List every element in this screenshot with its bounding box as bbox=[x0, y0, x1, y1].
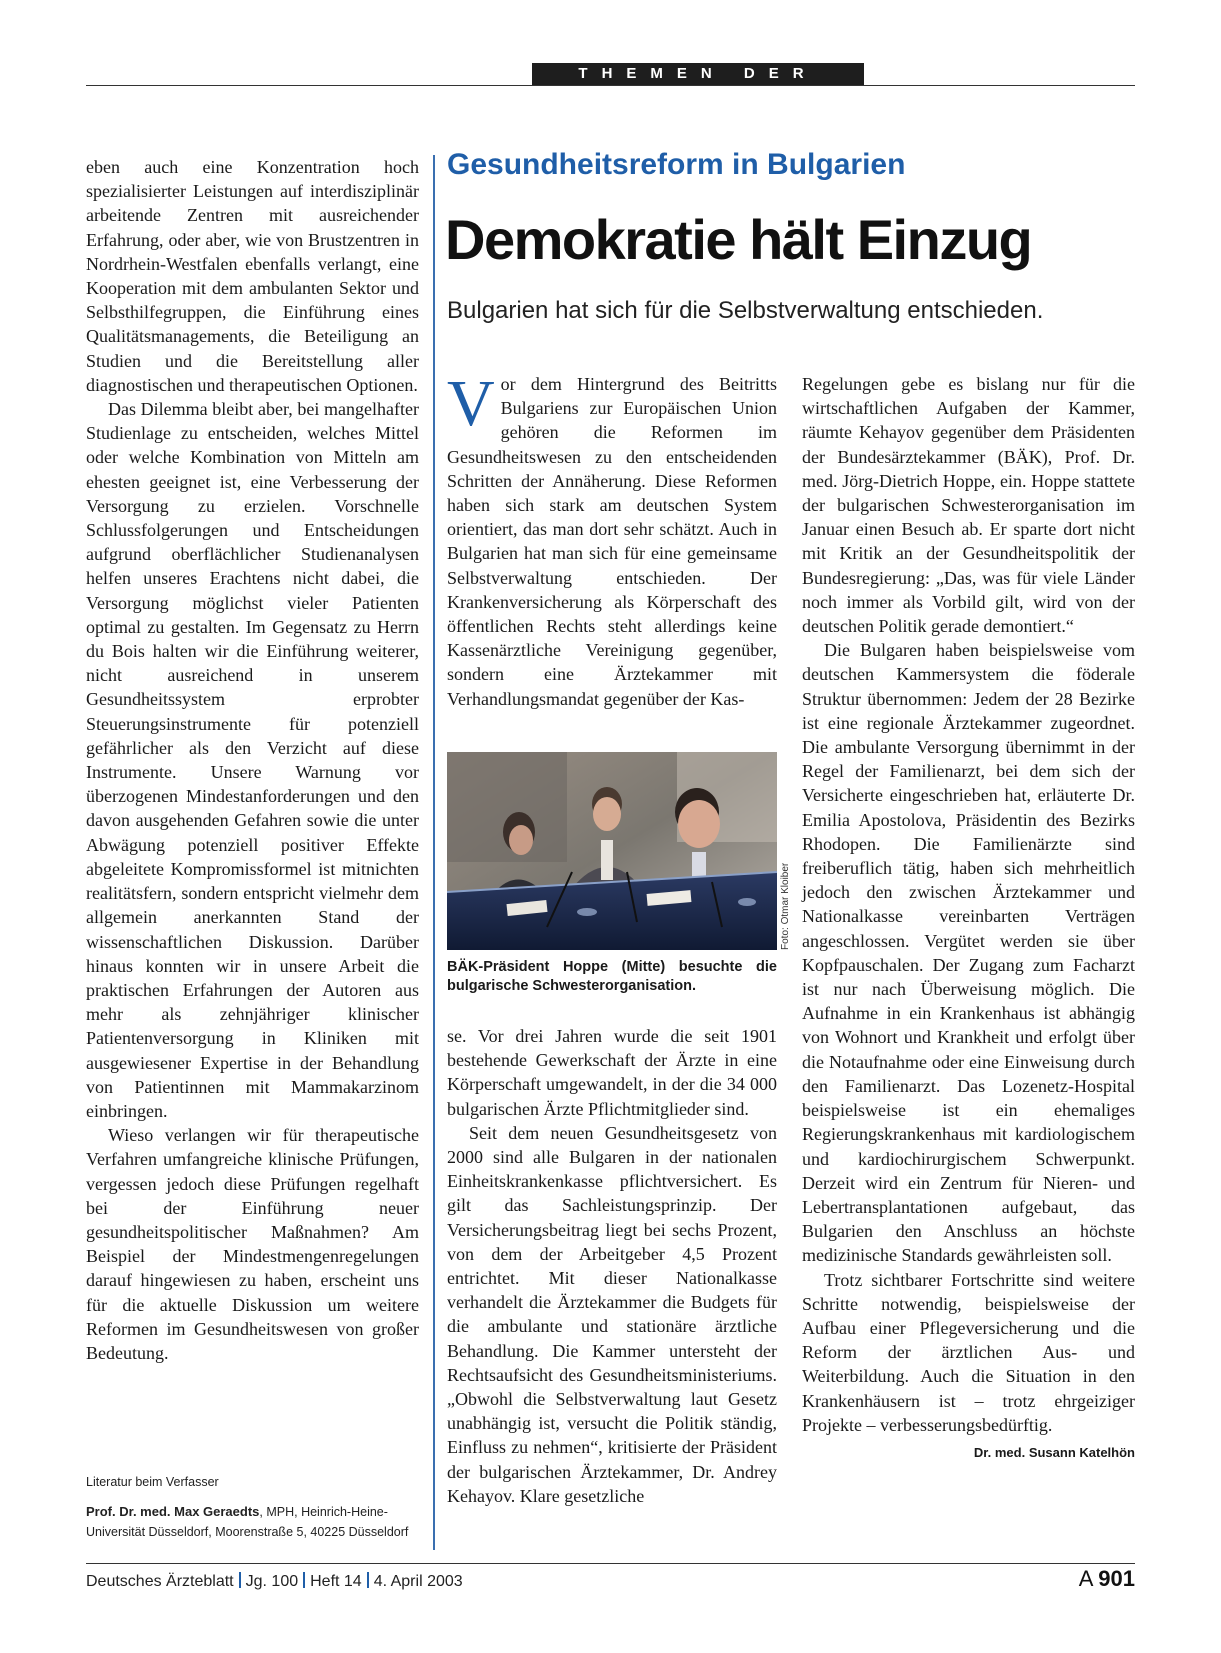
intro-text: or dem Hintergrund des Beitritts Bulgariens zur Europäischen Union gehören die Reformen im Gesundheitswesen zu den entscheidenden Schritten der Annäherung. Diese Reformen haben sich stark am deutschen System orientiert, das man dort sehr schätzt. Auch in Bulgarien hat man sich für eine gemeinsame Selbstverwaltung entschieden. Der Krankenversicherung als Körperschaft des öffentlichen Rechts steht allerdings keine Kassenärztliche Vereinigung gegenüber, sondern eine Ärztekammer mit Verhandlungsmandat gegenüber der Kas- bbox=[447, 374, 777, 709]
author-affiliation: , MPH, Heinrich-Heine-Universität Düsseldorf, Moorenstraße 5, 40225 Düsseldorf bbox=[86, 1505, 409, 1539]
article-headline: Demokratie hält Einzug bbox=[445, 208, 1032, 271]
photo-credit bbox=[780, 860, 796, 950]
section-label: THEMEN DER ZEIT bbox=[532, 63, 864, 85]
journal-date: 4. April 2003 bbox=[373, 1573, 463, 1590]
journal-name: Deutsches Ärzteblatt bbox=[86, 1573, 234, 1590]
author-block bbox=[86, 1502, 419, 1542]
mid-paragraph-2: Seit dem neuen Gesundheitsgesetz von 2000 sind alle Bulgaren in der nationalen Einheitskrankenkasse pflichtversichert. Es gilt das Sachleistungsprinzip. Der Versicherungsbeitrag liegt bei sechs Prozent, von dem der Arbeitgeber 4,5 Prozent entrichtet. Mit dieser Nationalkasse verhandelt die Ärztekammer die Budgets für die ambulante und stationäre ärztliche Behandlung. Die Kammer untersteht der Rechtsaufsicht des Gesundheitsministeriums. „Obwohl die Selbstverwaltung laut Gesetz unabhängig ist, versucht die Politik ständig, Einfluss zu nehmen“, kritisierte der Präsident der bulgarischen Ärztekammer, Dr. Andrey Kehayov. Klare gesetzliche bbox=[447, 1122, 777, 1506]
right-paragraph-2: Die Bulgaren haben beispielsweise vom deutschen Kammersystem die föderale Struktur übernommen: Jedem der 28 Bezirke ist eine regionale Ärztekammer zugeordnet. Die ambulante Versorgung übernimmt in der Regel der Familienarzt, bei dem sich der Versicherte eingeschrieben hat, erläuterte Dr. Emilia Apostolova, Präsidentin des Bezirks Rhodopen. Die Familienärzte sind freiberuflich tätig, haben sich mehrheitlich jedoch den zwischen Ärztekammer und Nationalkasse vereinbarten Verträgen angeschlossen. Vergütet werden sie über Kopfpauschalen. Der Zugang zum Facharzt ist nur nach Überweisung möglich. Die Aufnahme in ein Krankenhaus ist abhängig von Wohnort und Krankheit und erfolgt über die Notaufnahme oder eine Einweisung durch den Familienarzt. Das Lozenetz-Hospital beispielsweise ist ein ehemaliges Regierungskrankenhaus mit kardiologischem und kardiochirurgischem Schwerpunkt. Derzeit wird ein Zentrum für Nieren- und Lebertransplantationen aufgebaut, das Bulgarien den Anschluss an höchste medizinische Standards gewährleisten soll. bbox=[802, 640, 1135, 1266]
right-paragraph-3-text: Trotz sichtbarer Fortschritte sind weitere Schritte notwendig, beispielsweise der Aufbau einer Pflegeversicherung und die Reform der ärztlichen Aus- und Weiterbildung. Auch die Situation in den Krankenhäusern ist – trotz ehrgeiziger Projekte – verbesserungsbedürftig. bbox=[802, 1269, 1135, 1435]
photo-illustration bbox=[447, 752, 777, 950]
article-kicker: Gesundheitsreform in Bulgarien bbox=[447, 148, 906, 181]
article-photo bbox=[447, 752, 777, 950]
photo-caption: BÄK-Präsident Hoppe (Mitte) besuchte die bulgarische Schwesterorganisation. bbox=[447, 959, 777, 994]
literature-note: Literatur beim Verfasser bbox=[86, 1475, 219, 1489]
article-signature: Dr. med. Susann Katelhön bbox=[973, 1444, 1135, 1460]
left-paragraph-1: eben auch eine Konzentration hoch spezialisierter Leistungen auf interdisziplinär arbeitende Zentren mit ausreichender Erfahrung, oder aber, wie von Brustzentren in Nordrhein-Westfalen ebenfalls verlangt, eine Kooperation mit dem ambulanten Sektor und Selbsthilfegruppen, die Einführung eines Qualitätsmanagements, die Beteiligung an Studien und die Bereitstellung aller diagnostischen und therapeutischen Optionen. bbox=[86, 157, 419, 395]
drop-cap: V bbox=[447, 367, 495, 440]
section-header bbox=[86, 63, 1135, 104]
left-paragraph-3: Wieso verlangen wir für therapeutische Verfahren umfangreiche klinische Prüfungen, vergessen jedoch diese Prüfungen regelhaft bei der Einführung neuer gesundheitspolitischer Maßnahmen? Am Beispiel der Mindestmengenregelungen darauf hingewiesen zu haben, erscheint uns für die aktuelle Diskussion um weitere Reformen im Gesundheitswesen von großer Bedeutung. bbox=[86, 1125, 419, 1363]
article-subheadline: Bulgarien hat sich für die Selbstverwaltung entschieden. bbox=[447, 297, 1044, 324]
column-divider bbox=[433, 155, 435, 1550]
left-paragraph-2: Das Dilemma bleibt aber, bei mangelhafter Studienlage zu entscheiden, welches Mittel oder welche Kombination von Mitteln am ehesten geeignet ist, eine Verbesserung der Versorgung zu erzielen. Vorschnelle Schlussfolgerungen und Entscheidungen aufgrund oberflächlicher Studienanalysen helfen unseres Erachtens nicht dabei, die Versorgung möglichst vieler Patienten optimal zu gestalten. Im Gegensatz zu Herrn du Bois halten wir die Einführung weiterer, nicht ausreichend in unserem Gesundheitssystem erprobter Steuerungsinstrumente für potenziell gefährlicher als den Verzicht auf diese Instrumente. Unsere Warnung vor überzogenen Mindestanforderungen und den davon ausgehenden Gefahren sowie die unter Abwägung potenziell positiver Effekte abgeleitete Kompromissformel ist mitnichten realitätsfern, sondern entspricht vielmehr dem allgemein anerkannten Stand der wissenschaftlichen Diskussion. Darüber hinaus konnten wir in unsere Arbeit die praktischen Erfahrungen der Autoren aus mehr als zehnjähriger klinischer Patientenversorgung in Kliniken mit ausgewiesener Expertise in der Behandlung von Patientinnen mit Mammakarzinom einbringen. bbox=[86, 399, 419, 1121]
left-column bbox=[86, 155, 419, 1365]
page-number-value: 901 bbox=[1098, 1566, 1135, 1591]
right-column bbox=[802, 372, 1135, 1465]
footer-rule bbox=[86, 1563, 1135, 1564]
page-number bbox=[1079, 1566, 1135, 1592]
page-prefix: A bbox=[1078, 1566, 1099, 1591]
photo-credit-text: Foto: Otmar Kloiber bbox=[780, 862, 791, 950]
right-paragraph-3 bbox=[802, 1268, 1135, 1460]
intro-paragraph bbox=[447, 367, 777, 711]
right-paragraph-1: Regelungen gebe es bislang nur für die wirtschaftlichen Aufgaben der Kammer, räumte Kehayov gegenüber dem Präsidenten der Bundesärztekammer (BÄK), Prof. Dr. med. Jörg-Dietrich Hoppe, ein. Hoppe stattete der bulgarischen Schwesterorganisation im Januar einen Besuch ab. Er sparte dort nicht mit Kritik an der Gesundheitspolitik der Bundesregierung: „Das, was für viele Länder noch immer als Vorbild gilt, wird von der deutschen Politik gerade demontiert.“ bbox=[802, 374, 1135, 637]
footer-separator bbox=[367, 1572, 369, 1588]
footer-separator bbox=[303, 1572, 305, 1588]
footer-separator bbox=[239, 1572, 241, 1588]
journal-issue: Heft 14 bbox=[310, 1573, 362, 1590]
middle-column-bottom bbox=[447, 1024, 777, 1508]
mid-paragraph-1: se. Vor drei Jahren wurde die seit 1901 bestehende Gewerkschaft der Ärzte in eine Körperschaft umgewandelt, in der die 34 000 bulgarischen Ärzte Pflichtmitglieder sind. bbox=[447, 1026, 777, 1119]
author-name: Prof. Dr. med. Max Geraedts bbox=[86, 1504, 260, 1519]
journal-volume: Jg. 100 bbox=[245, 1573, 299, 1590]
middle-column-top bbox=[447, 367, 777, 711]
footer-journal-info bbox=[86, 1572, 463, 1591]
